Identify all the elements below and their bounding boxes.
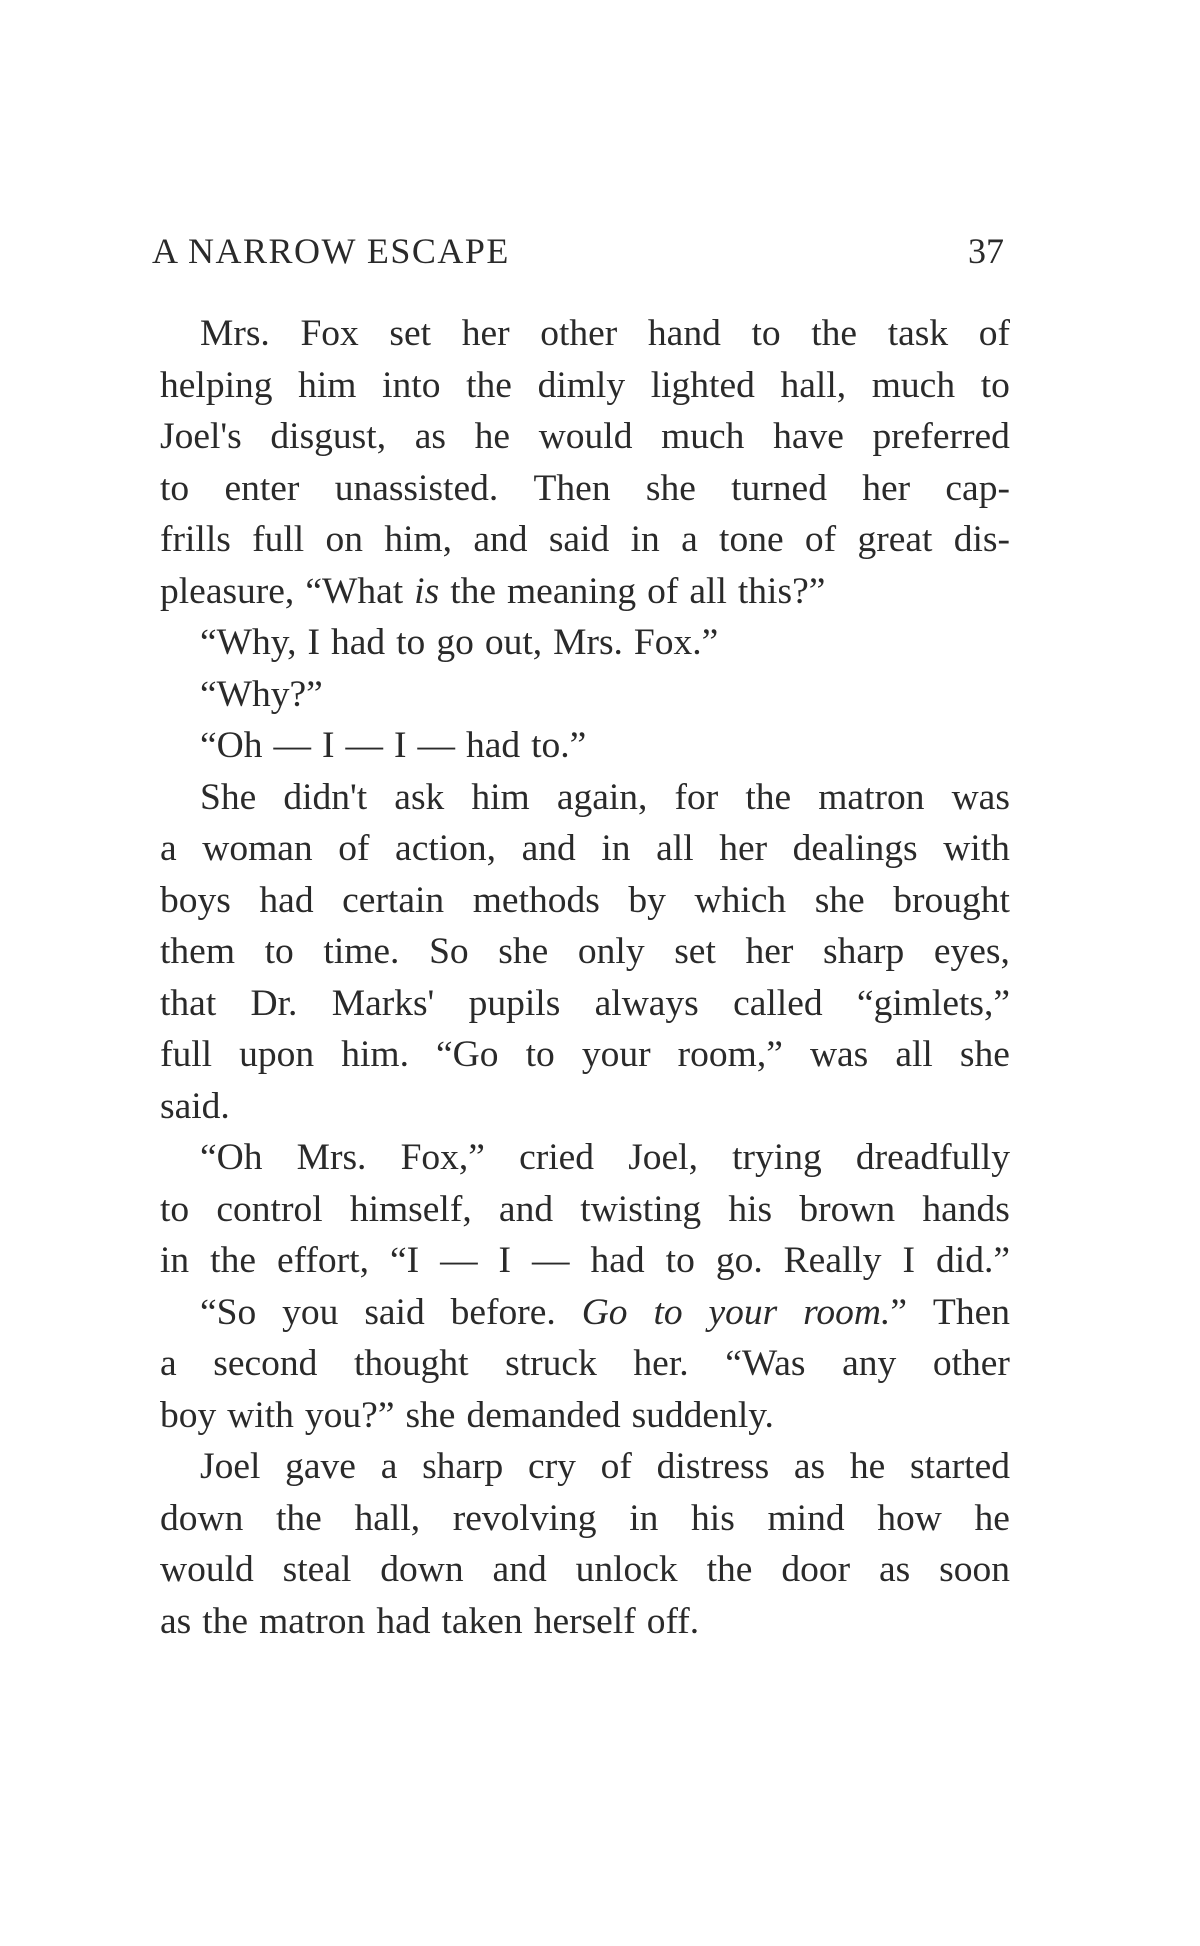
text-line: full upon him. “Go to your room,” was all she (160, 1034, 1010, 1075)
text-line: frills full on him, and said in a tone of great dis- (160, 519, 1010, 560)
page-number: 37 (968, 231, 1004, 271)
text-line: down the hall, revolving in his mind how he (160, 1497, 1010, 1539)
text-line: boys had certain methods by which she brought (160, 879, 1010, 921)
text-line: “So you said before. Go to your room.” Then (200, 1291, 1010, 1333)
text-line: “Why?” (200, 673, 323, 715)
text-line: said. (160, 1085, 230, 1127)
text-line: “Why, I had to go out, Mrs. Fox.” (200, 622, 719, 663)
text-line: to enter unassisted. Then she turned her cap- (160, 467, 1010, 509)
running-head (152, 230, 1004, 280)
text-line: “Oh — I — I — had to.” (200, 725, 587, 766)
text-line: helping him into the dimly lighted hall, much to (160, 364, 1010, 406)
text-line: to control himself, and twisting his brown hands (160, 1188, 1010, 1230)
text-line: would steal down and unlock the door as soon (160, 1549, 1010, 1590)
body-text (160, 308, 1010, 1647)
text-line: a woman of action, and in all her dealings with (160, 828, 1010, 869)
text-line: Mrs. Fox set her other hand to the task of (200, 313, 1010, 354)
text-line: a second thought struck her. “Was any other (160, 1343, 1010, 1384)
text-line: Joel's disgust, as he would much have preferred (160, 416, 1010, 457)
text-line: boy with you?” she demanded suddenly. (160, 1394, 774, 1436)
text-line: them to time. So she only set her sharp eyes, (160, 931, 1010, 972)
text-line: in the effort, “I — I — had to go. Really I did.” (160, 1240, 1010, 1281)
chapter-title: A NARROW ESCAPE (152, 231, 510, 271)
text-line: that Dr. Marks' pupils always called “gimlets,” (160, 982, 1010, 1024)
text-line: She didn't ask him again, for the matron was (200, 776, 1010, 818)
text-line: pleasure, “What is the meaning of all this?” (160, 570, 826, 612)
text-line: “Oh Mrs. Fox,” cried Joel, trying dreadfully (200, 1137, 1010, 1178)
text-line: Joel gave a sharp cry of distress as he started (200, 1446, 1010, 1487)
text-line: as the matron had taken herself off. (160, 1600, 700, 1642)
